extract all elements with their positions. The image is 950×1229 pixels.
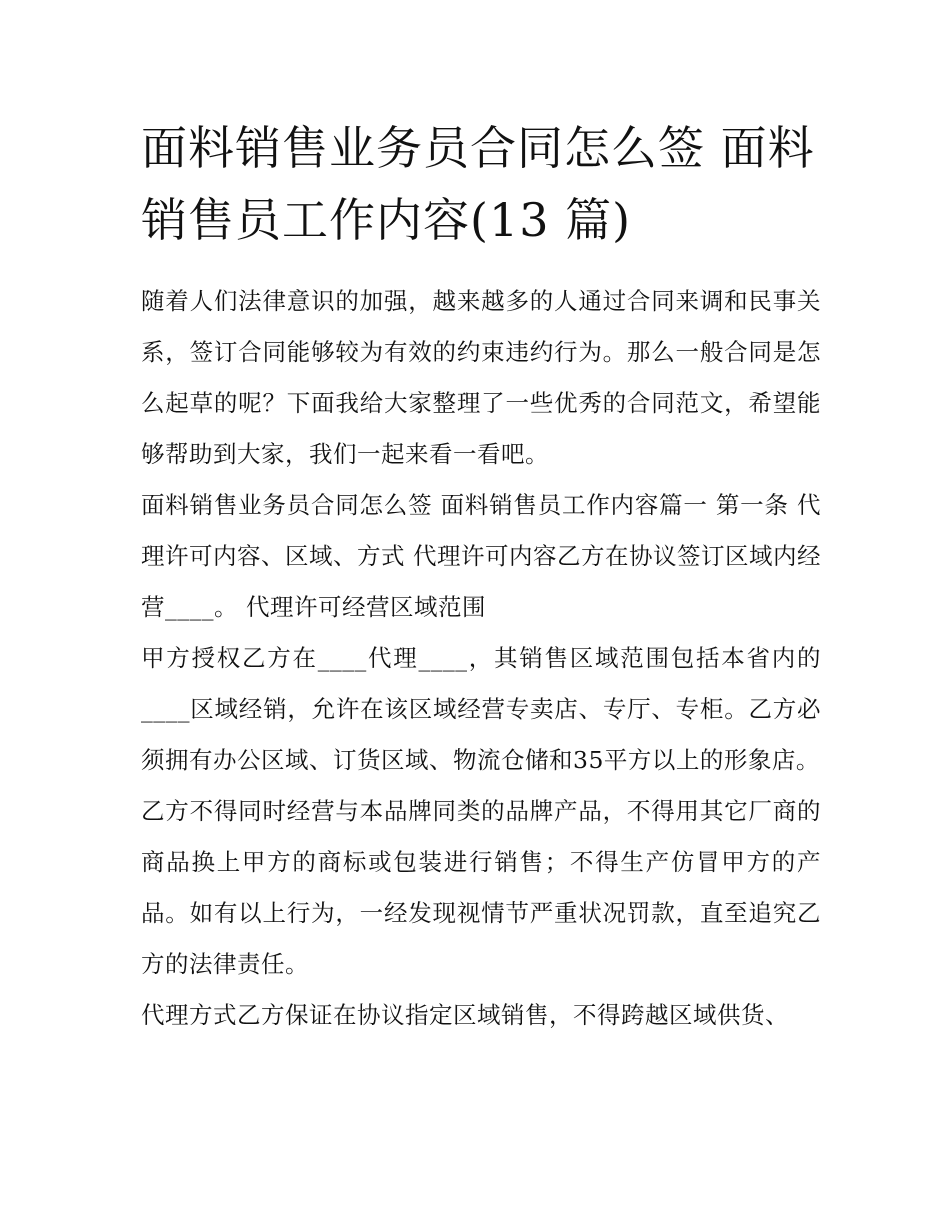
- paragraph-authorization: 甲方授权乙方在____代理____，其销售区域范围包括本省内的____区域经销，允许在该区域经营专卖店、专厅、专柜。乙方必须拥有办公区域、订货区域、物流仓储和35平方以上的形象店。: [141, 644, 821, 774]
- paragraph-restrictions: 乙方不得同时经营与本品牌同类的品牌产品，不得用其它厂商的商品换上甲方的商标或包装进行销售；不得生产仿冒甲方的产品。如有以上行为，一经发现视情节严重状况罚款，直至追究乙方的法律责任。: [141, 797, 821, 978]
- document-body: [141, 276, 821, 1041]
- paragraph-agency-method: 代理方式乙方保证在协议指定区域销售，不得跨越区域供货、: [141, 1001, 789, 1029]
- document-title: 面料销售业务员合同怎么签 面料销售员工作内容(13 篇): [141, 121, 815, 247]
- paragraph-intro: 随着人们法律意识的加强，越来越多的人通过合同来调和民事关系，签订合同能够较为有效的约束违约行为。那么一般合同是怎么起草的呢？下面我给大家整理了一些优秀的合同范文，希望能够帮助到大家，我们一起来看一看吧。: [141, 287, 821, 468]
- paragraph-article-one: 面料销售业务员合同怎么签 面料销售员工作内容篇一 第一条 代理许可内容、区域、方式 代理许可内容乙方在协议签订区域内经营____。 代理许可经营区域范围: [141, 491, 821, 621]
